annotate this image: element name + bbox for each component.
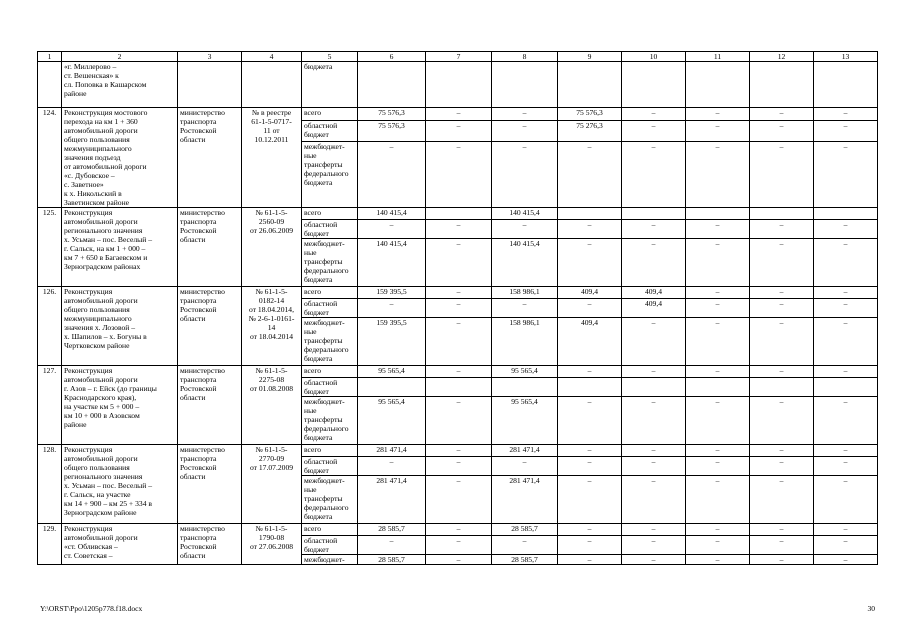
table-row xyxy=(38,524,878,536)
amount-cell: 75 276,3 xyxy=(558,121,622,142)
table-row xyxy=(38,208,878,220)
amount-cell: – xyxy=(558,397,622,445)
amount-cell: – xyxy=(686,299,750,318)
table-row xyxy=(38,445,878,457)
amount-cell: – xyxy=(814,397,878,445)
footer-file-path: Y:\ORST\Ppo\1205p778.f18.docx xyxy=(40,604,143,613)
funding-source: межбюджет- ные трансферты федерального бюджета xyxy=(302,239,358,287)
amount-cell: 95 565,4 xyxy=(492,366,558,378)
amount-cell: – xyxy=(492,299,558,318)
amount-cell: – xyxy=(686,555,750,565)
amount-cell: – xyxy=(814,445,878,457)
amount-cell xyxy=(814,208,878,220)
amount-cell xyxy=(750,378,814,397)
document-cell xyxy=(242,62,302,108)
funding-source: бюджета xyxy=(302,62,358,108)
amount-cell: – xyxy=(622,108,686,121)
amount-cell: – xyxy=(622,366,686,378)
table-row xyxy=(38,366,878,378)
row-number: 127. xyxy=(38,366,62,445)
amount-cell: – xyxy=(814,108,878,121)
amount-cell: 75 576,3 xyxy=(358,108,426,121)
amount-cell: – xyxy=(622,555,686,565)
amount-cell: – xyxy=(426,476,492,524)
amount-cell xyxy=(686,378,750,397)
amount-cell: – xyxy=(426,220,492,239)
amount-cell: – xyxy=(558,555,622,565)
funding-source: областной бюджет xyxy=(302,299,358,318)
amount-cell: – xyxy=(686,536,750,555)
amount-cell: 281 471,4 xyxy=(492,445,558,457)
amount-cell: – xyxy=(686,457,750,476)
project-name: Реконструкция автомобильной дороги г. Азов – г. Ейск (до границы Краснодарского края), на участке км 5 + 000 – км 10 + 000 в Азовском районе xyxy=(62,366,178,445)
amount-cell xyxy=(814,378,878,397)
amount-cell: – xyxy=(558,536,622,555)
amount-cell: 75 576,3 xyxy=(558,108,622,121)
amount-cell: 75 576,3 xyxy=(358,121,426,142)
amount-cell: – xyxy=(814,457,878,476)
amount-cell: – xyxy=(814,366,878,378)
amount-cell: – xyxy=(426,108,492,121)
amount-cell: 95 565,4 xyxy=(358,366,426,378)
ministry-cell: министерство транспорта Ростовской области xyxy=(178,287,242,366)
amount-cell: – xyxy=(426,536,492,555)
funding-source: областной бюджет xyxy=(302,378,358,397)
amount-cell: – xyxy=(558,366,622,378)
amount-cell: – xyxy=(492,108,558,121)
amount-cell: 409,4 xyxy=(622,287,686,299)
amount-cell: – xyxy=(814,287,878,299)
amount-cell: 281 471,4 xyxy=(492,476,558,524)
amount-cell: – xyxy=(686,366,750,378)
amount-cell: 158 986,1 xyxy=(492,318,558,366)
amount-cell: – xyxy=(686,121,750,142)
amount-cell: – xyxy=(750,476,814,524)
amount-cell: – xyxy=(750,536,814,555)
amount-cell: – xyxy=(686,476,750,524)
amount-cell: – xyxy=(814,524,878,536)
amount-cell: – xyxy=(426,457,492,476)
column-number: 12 xyxy=(750,52,814,62)
amount-cell xyxy=(492,378,558,397)
amount-cell: – xyxy=(622,239,686,287)
column-number: 9 xyxy=(558,52,622,62)
funding-source: всего xyxy=(302,366,358,378)
funding-source: областной бюджет xyxy=(302,121,358,142)
amount-cell: – xyxy=(358,220,426,239)
amount-cell: – xyxy=(426,299,492,318)
amount-cell: – xyxy=(622,457,686,476)
row-number: 125. xyxy=(38,208,62,287)
amount-cell: – xyxy=(358,299,426,318)
funding-source: межбюджет- ные трансферты федерального бюджета xyxy=(302,318,358,366)
amount-cell: 140 415,4 xyxy=(358,208,426,220)
amount-cell: – xyxy=(814,121,878,142)
row-number: 129. xyxy=(38,524,62,565)
amount-cell: – xyxy=(750,287,814,299)
amount-cell: – xyxy=(814,536,878,555)
amount-cell: – xyxy=(750,397,814,445)
amount-cell: – xyxy=(622,397,686,445)
amount-cell: – xyxy=(426,142,492,208)
amount-cell: – xyxy=(750,555,814,565)
amount-cell: – xyxy=(750,366,814,378)
amount-cell: – xyxy=(426,366,492,378)
amount-cell: – xyxy=(686,445,750,457)
funding-source: областной бюджет xyxy=(302,536,358,555)
column-number: 5 xyxy=(302,52,358,62)
ministry-cell xyxy=(178,62,242,108)
amount-cell: 28 585,7 xyxy=(492,524,558,536)
amount-cell: – xyxy=(426,524,492,536)
amount-cell: – xyxy=(750,108,814,121)
amount-cell: – xyxy=(622,445,686,457)
column-number: 10 xyxy=(622,52,686,62)
amount-cell: – xyxy=(750,299,814,318)
row-number: 128. xyxy=(38,445,62,524)
amount-cell: 28 585,7 xyxy=(358,555,426,565)
funding-source: межбюджет- xyxy=(302,555,358,565)
column-number: 1 xyxy=(38,52,62,62)
amount-cell: – xyxy=(686,318,750,366)
funding-source: межбюджет- ные трансферты федерального бюджета xyxy=(302,142,358,208)
amount-cell: – xyxy=(426,397,492,445)
amount-cell: 159 395,5 xyxy=(358,318,426,366)
column-number: 6 xyxy=(358,52,426,62)
amount-cell: – xyxy=(358,457,426,476)
amount-cell: – xyxy=(814,239,878,287)
amount-cell: 281 471,4 xyxy=(358,445,426,457)
amount-cell: – xyxy=(622,220,686,239)
amount-cell: – xyxy=(622,524,686,536)
document-cell: № 61-1-5- 2770-09 от 17.07.2009 xyxy=(242,445,302,524)
funding-source: областной бюджет xyxy=(302,220,358,239)
amount-cell: – xyxy=(558,457,622,476)
amount-cell: 409,4 xyxy=(558,287,622,299)
amount-cell: – xyxy=(686,142,750,208)
amount-cell: 95 565,4 xyxy=(492,397,558,445)
row-number xyxy=(38,62,62,108)
column-number: 2 xyxy=(62,52,178,62)
project-name: Реконструкция автомобильной дороги общего пользования регионального значения х. Усьман – пос. Веселый – г. Сальск, на участке км 14 + 900 – км 25 + 334 в Зерноградском районе xyxy=(62,445,178,524)
amount-cell: – xyxy=(358,536,426,555)
column-number: 3 xyxy=(178,52,242,62)
row-number: 124. xyxy=(38,108,62,208)
table-row xyxy=(38,287,878,299)
amount-cell: – xyxy=(358,142,426,208)
funding-source: всего xyxy=(302,287,358,299)
amount-cell xyxy=(426,378,492,397)
project-name: Реконструкция мостового перехода на км 1 + 360 автомобильной дороги общего пользования межмуниципального значения подъезд от автомобильной дороги «с. Дубовское – с. Заветное» к х. Никольский в Заветинском районе xyxy=(62,108,178,208)
amount-cell: – xyxy=(686,239,750,287)
amount-cell: – xyxy=(814,299,878,318)
amount-cell: – xyxy=(622,142,686,208)
amount-cell: – xyxy=(426,555,492,565)
ministry-cell: министерство транспорта Ростовской области xyxy=(178,445,242,524)
ministry-cell: министерство транспорта Ростовской области xyxy=(178,208,242,287)
amount-cell: – xyxy=(492,536,558,555)
amount-cell: – xyxy=(558,239,622,287)
amount-cell xyxy=(622,378,686,397)
column-number-row xyxy=(38,52,878,62)
amount-cell: 281 471,4 xyxy=(358,476,426,524)
funding-source: межбюджет- ные трансферты федерального бюджета xyxy=(302,476,358,524)
amount-cell: 158 986,1 xyxy=(492,287,558,299)
amount-cell: – xyxy=(558,476,622,524)
amount-cell: – xyxy=(750,524,814,536)
amount-cell: 140 415,4 xyxy=(358,239,426,287)
project-name: Реконструкция автомобильной дороги регионального значения х. Усьман – пос. Веселый – г. Сальск, на км 1 + 000 – км 7 + 650 в Багаевском и Зерноградском районах xyxy=(62,208,178,287)
document-cell: № 61-1-5- 2275-08 от 01.08.2008 xyxy=(242,366,302,445)
amount-cell xyxy=(750,208,814,220)
amount-cell: – xyxy=(558,524,622,536)
ministry-cell: министерство транспорта Ростовской области xyxy=(178,366,242,445)
amount-cell: – xyxy=(426,287,492,299)
funding-source: всего xyxy=(302,445,358,457)
amount-cell: 95 565,4 xyxy=(358,397,426,445)
amount-cell: – xyxy=(686,220,750,239)
amount-cell: – xyxy=(622,536,686,555)
amount-cell: – xyxy=(686,108,750,121)
amount-cell: – xyxy=(492,457,558,476)
amount-cell: – xyxy=(622,318,686,366)
amount-cell: – xyxy=(814,220,878,239)
amount-cell: – xyxy=(492,220,558,239)
ministry-cell: министерство транспорта Ростовской области xyxy=(178,108,242,208)
amount-cell: – xyxy=(426,318,492,366)
amount-cell: – xyxy=(686,287,750,299)
column-number: 11 xyxy=(686,52,750,62)
amount-cell: – xyxy=(750,457,814,476)
column-number: 13 xyxy=(814,52,878,62)
project-name: Реконструкция автомобильной дороги «ст. Обливская – ст. Советская – xyxy=(62,524,178,565)
funding-source: всего xyxy=(302,524,358,536)
project-name: «г. Миллерово – ст. Вешенская» к сл. Поповка в Кашарском районе xyxy=(62,62,178,108)
amount-cell xyxy=(426,208,492,220)
amount-cell: – xyxy=(622,476,686,524)
amount-cell: – xyxy=(750,445,814,457)
amount-cell: 409,4 xyxy=(558,318,622,366)
amount-cell: – xyxy=(750,142,814,208)
amount-cell: – xyxy=(558,445,622,457)
amount-cell: – xyxy=(558,220,622,239)
amount-cell: – xyxy=(814,318,878,366)
amount-cell: – xyxy=(814,476,878,524)
amount-cell: 28 585,7 xyxy=(492,555,558,565)
ministry-cell: министерство транспорта Ростовской области xyxy=(178,524,242,565)
amount-cell xyxy=(558,208,622,220)
amount-cell: – xyxy=(750,220,814,239)
amount-cell: – xyxy=(492,142,558,208)
funding-source: всего xyxy=(302,208,358,220)
amount-cell: 159 395,5 xyxy=(358,287,426,299)
amount-cell: – xyxy=(426,121,492,142)
funding-source: межбюджет- ные трансферты федерального бюджета xyxy=(302,397,358,445)
table-row xyxy=(38,108,878,121)
amount-cell xyxy=(558,378,622,397)
amount-cell: – xyxy=(750,318,814,366)
row-number: 126. xyxy=(38,287,62,366)
continued-row xyxy=(38,62,878,108)
amount-cell: – xyxy=(426,445,492,457)
amount-cell: 140 415,4 xyxy=(492,239,558,287)
amount-cell: – xyxy=(750,121,814,142)
amount-cell: – xyxy=(426,239,492,287)
document-cell: № 61-1-5- 1790-08 от 27.06.2008 xyxy=(242,524,302,565)
amount-cell: – xyxy=(686,524,750,536)
amount-cell: – xyxy=(814,555,878,565)
funding-source: областной бюджет xyxy=(302,457,358,476)
amount-cell xyxy=(358,378,426,397)
amount-cell: – xyxy=(492,121,558,142)
column-number: 8 xyxy=(492,52,558,62)
funding-source: всего xyxy=(302,108,358,121)
amount-cell: 140 415,4 xyxy=(492,208,558,220)
amount-cell: – xyxy=(686,397,750,445)
amount-cell: – xyxy=(558,299,622,318)
document-cell: № 61-1-5- 0182-14 от 18.04.2014, № 2-6-1-0161- 14 от 18.04.2014 xyxy=(242,287,302,366)
page-number: 30 xyxy=(867,604,875,613)
column-number: 4 xyxy=(242,52,302,62)
document-cell: № 61-1-5- 2560-09 от 26.06.2009 xyxy=(242,208,302,287)
amount-cell: – xyxy=(750,239,814,287)
amount-cell: – xyxy=(622,121,686,142)
amount-cell: 28 585,7 xyxy=(358,524,426,536)
project-name: Реконструкция автомобильной дороги общего пользования межмуниципального значения х. Лозовой – х. Шапилов – х. Богуны в Чертковском районе xyxy=(62,287,178,366)
amount-cell: – xyxy=(814,142,878,208)
amount-cell: – xyxy=(558,142,622,208)
document-cell: № в реестре 61-1-5-0717- 11 от 10.12.2011 xyxy=(242,108,302,208)
budget-table xyxy=(37,51,878,565)
amount-cell xyxy=(622,208,686,220)
column-number: 7 xyxy=(426,52,492,62)
amount-cell: 409,4 xyxy=(622,299,686,318)
amount-cell xyxy=(686,208,750,220)
